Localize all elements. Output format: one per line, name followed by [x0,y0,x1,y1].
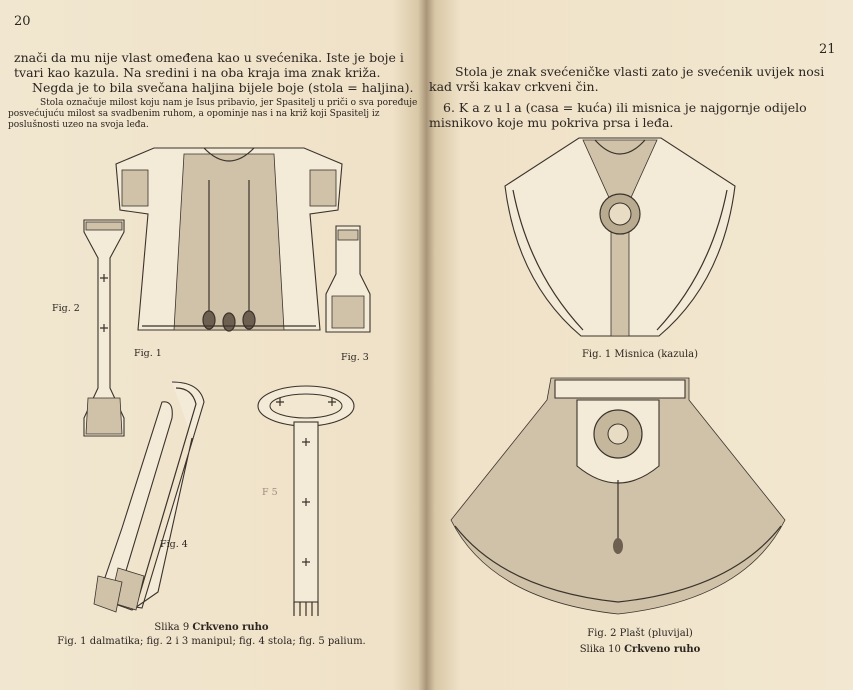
figure-caption-detail: Fig. 1 dalmatika; fig. 2 i 3 manipul; fig. 4 stola; fig. 5 palium. [57,636,366,647]
figure-caption: Fig. 1 Misnica (kazula) [581,349,699,360]
caption-prefix: Slika 9 [154,622,190,633]
maniple-illustration [324,224,372,336]
stole-illustration [92,378,210,618]
page-number: 20 [14,14,31,29]
page-number: 21 [819,42,836,57]
figure-caption: Fig. 2 Plašt (pluvijal) [587,628,693,639]
figure-label: Fig. 4 [160,539,188,550]
caption-prefix: Slika 10 [579,644,621,655]
figure-caption-title [0,622,423,633]
figure-caption-title [427,644,853,655]
figure-label: Fig. 2 [52,303,80,314]
figure-label: Fig. 1 [134,348,162,359]
left-page [0,0,423,690]
caption-bold: Crkveno ruho [624,644,701,655]
dalmatic-illustration [114,140,344,340]
small-note: Stola označuje milost koju nam je Isus pribavio, jer Spasitelj u priči o sva poređuje posvećujuću milost sa svadbenim ruhom, a opominje nas i na križ koji Spasitelj iz poslušnosti uzeo na svoja leđa. [8,98,418,130]
caption-bold: Crkveno ruho [192,622,269,633]
paragraph: 6. K a z u l a (casa = kuća) ili misnica je najgornje odijelo misnikovo koje mu pokriva prsa i leđa. [429,100,807,130]
paragraph: znači da mu nije vlast omeđena kao u svećenika. Iste je boje i tvari kao kazula. Na sredini i na oba kraja ima znak križa. [14,50,404,80]
pallium-illustration [254,382,358,618]
paragraph: Negda je to bila svečana haljina bijele boje (stola = haljina). [32,80,414,95]
figure-label: Fig. 3 [341,352,369,363]
paragraph: Stola je znak svećeničke vlasti zato je svećenik uvijek nosi kad vrši kakav crkveni čin. [429,64,825,94]
right-page [427,0,853,690]
chasuble-illustration [499,132,741,346]
figure-label: F 5 [262,487,278,498]
cope-illustration [445,370,791,626]
